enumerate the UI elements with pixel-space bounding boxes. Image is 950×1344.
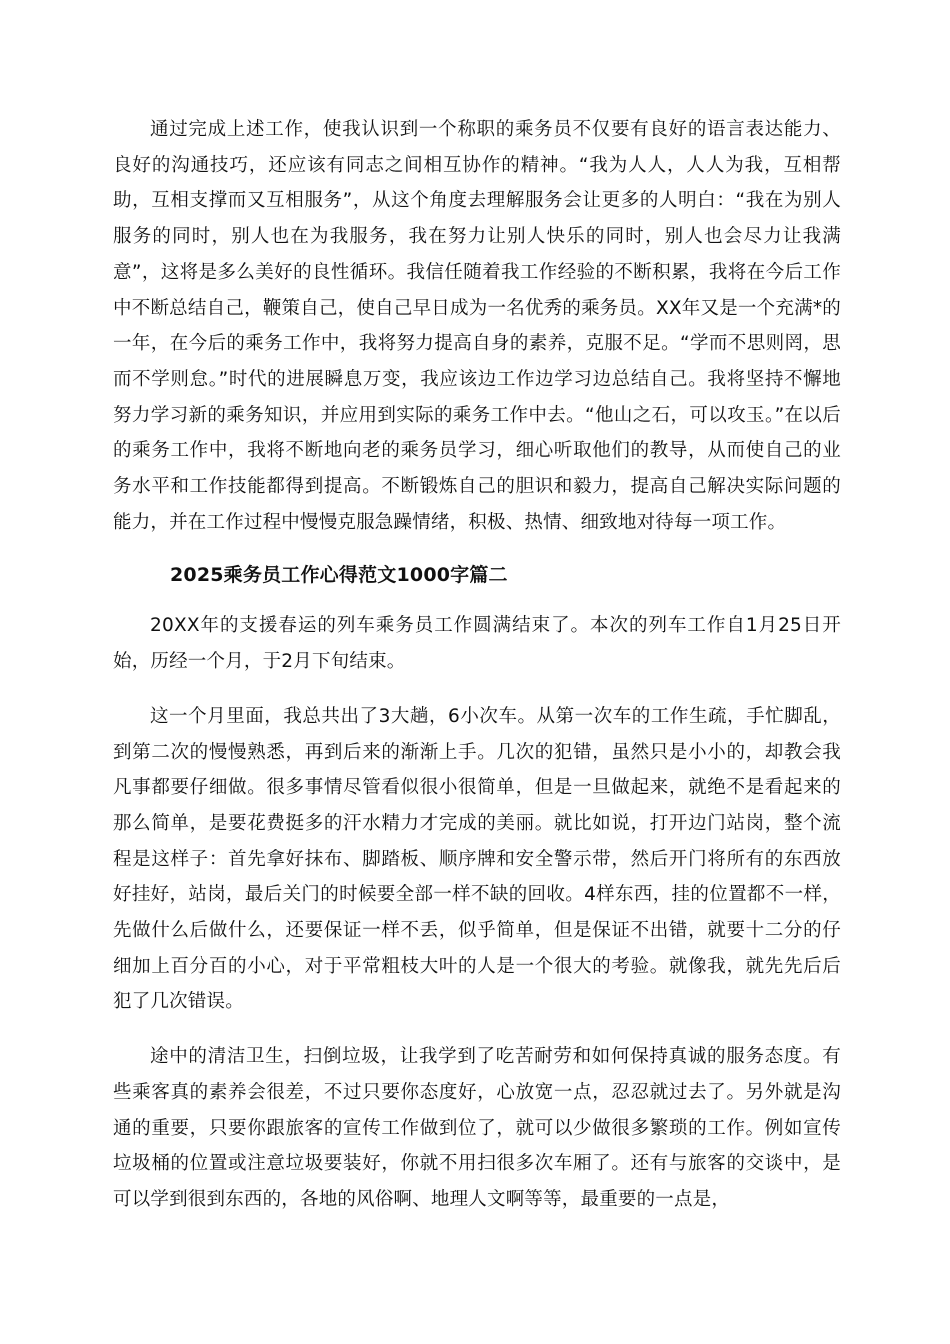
paragraph-spacer [113, 680, 841, 699]
paragraph: 20XX年的支援春运的列车乘务员工作圆满结束了。本次的列车工作自1月25日开始，历经一个月，于2月下旬结束。 [113, 615, 841, 673]
section-heading: 2025乘务员工作心得范文1000字篇二 [170, 564, 508, 587]
document-body [113, 112, 841, 1218]
paragraph-spacer [113, 1020, 841, 1039]
paragraph: 这一个月里面，我总共出了3大趟，6小次车。从第一次车的工作生疏，手忙脚乱，到第二次的慢慢熟悉，再到后来的渐渐上手。几次的犯错，虽然只是小小的，却教会我凡事都要仔细做。很多事情尽管看似很小很简单，但是一旦做起来，就绝不是看起来的那么简单，是要花费挺多的汗水精力才完成的美丽。就比如说，打开边门站岗，整个流程是这样子：首先拿好抹布、脚踏板、顺序牌和安全警示带，然后开门将所有的东西放好挂好，站岗，最后关门的时候要全部一样不缺的回收。4样东西，挂的位置都不一样，先做什么后做什么，还要保证一样不丢，似乎简单，但是保证不出错，就要十二分的仔细加上百分百的小心，对于平常粗枝大叶的人是一个很大的考验。就像我，就先先后后犯了几次错误。 [113, 705, 841, 1013]
paragraph: 途中的清洁卫生，扫倒垃圾，让我学到了吃苦耐劳和如何保持真诚的服务态度。有些乘客真的素养会很差，不过只要你态度好，心放宽一点，忍忍就过去了。另外就是沟通的重要，只要你跟旅客的宣传工作做到位了，就可以少做很多繁琐的工作。例如宣传垃圾桶的位置或注意垃圾要装好，你就不用扫很多次车厢了。还有与旅客的交谈中，是可以学到很到东西的，各地的风俗啊、地理人文啊等等，最重要的一点是， [113, 1046, 841, 1210]
paragraph: 通过完成上述工作，使我认识到一个称职的乘务员不仅要有良好的语言表达能力、良好的沟通技巧，还应该有同志之间相互协作的精神。“我为人人，人人为我，互相帮助，互相支撑而又互相服务”，从这个角度去理解服务会让更多的人明白：“我在为别人服务的同时，别人也在为我服务，我在努力让别人快乐的同时，别人也会尽力让我满意”，这将是多么美好的良性循环。我信任随着我工作经验的不断积累，我将在今后工作中不断总结自己，鞭策自己，使自己早日成为一名优秀的乘务员。XX年又是一个充满*的一年，在今后的乘务工作中，我将努力提高自身的素养，克服不足。“学而不思则罔，思而不学则怠。”时代的进展瞬息万变，我应该边工作边学习边总结自己。我将坚持不懈地努力学习新的乘务知识，并应用到实际的乘务工作中去。“他山之石，可以攻玉。”在以后的乘务工作中，我将不断地向老的乘务员学习，细心听取他们的教导，从而使自己的业务水平和工作技能都得到提高。不断锻炼自己的胆识和毅力，提高自己解决实际问题的能力，并在工作过程中慢慢克服急躁情绪，积极、热情、细致地对待每一项工作。 [113, 119, 841, 533]
